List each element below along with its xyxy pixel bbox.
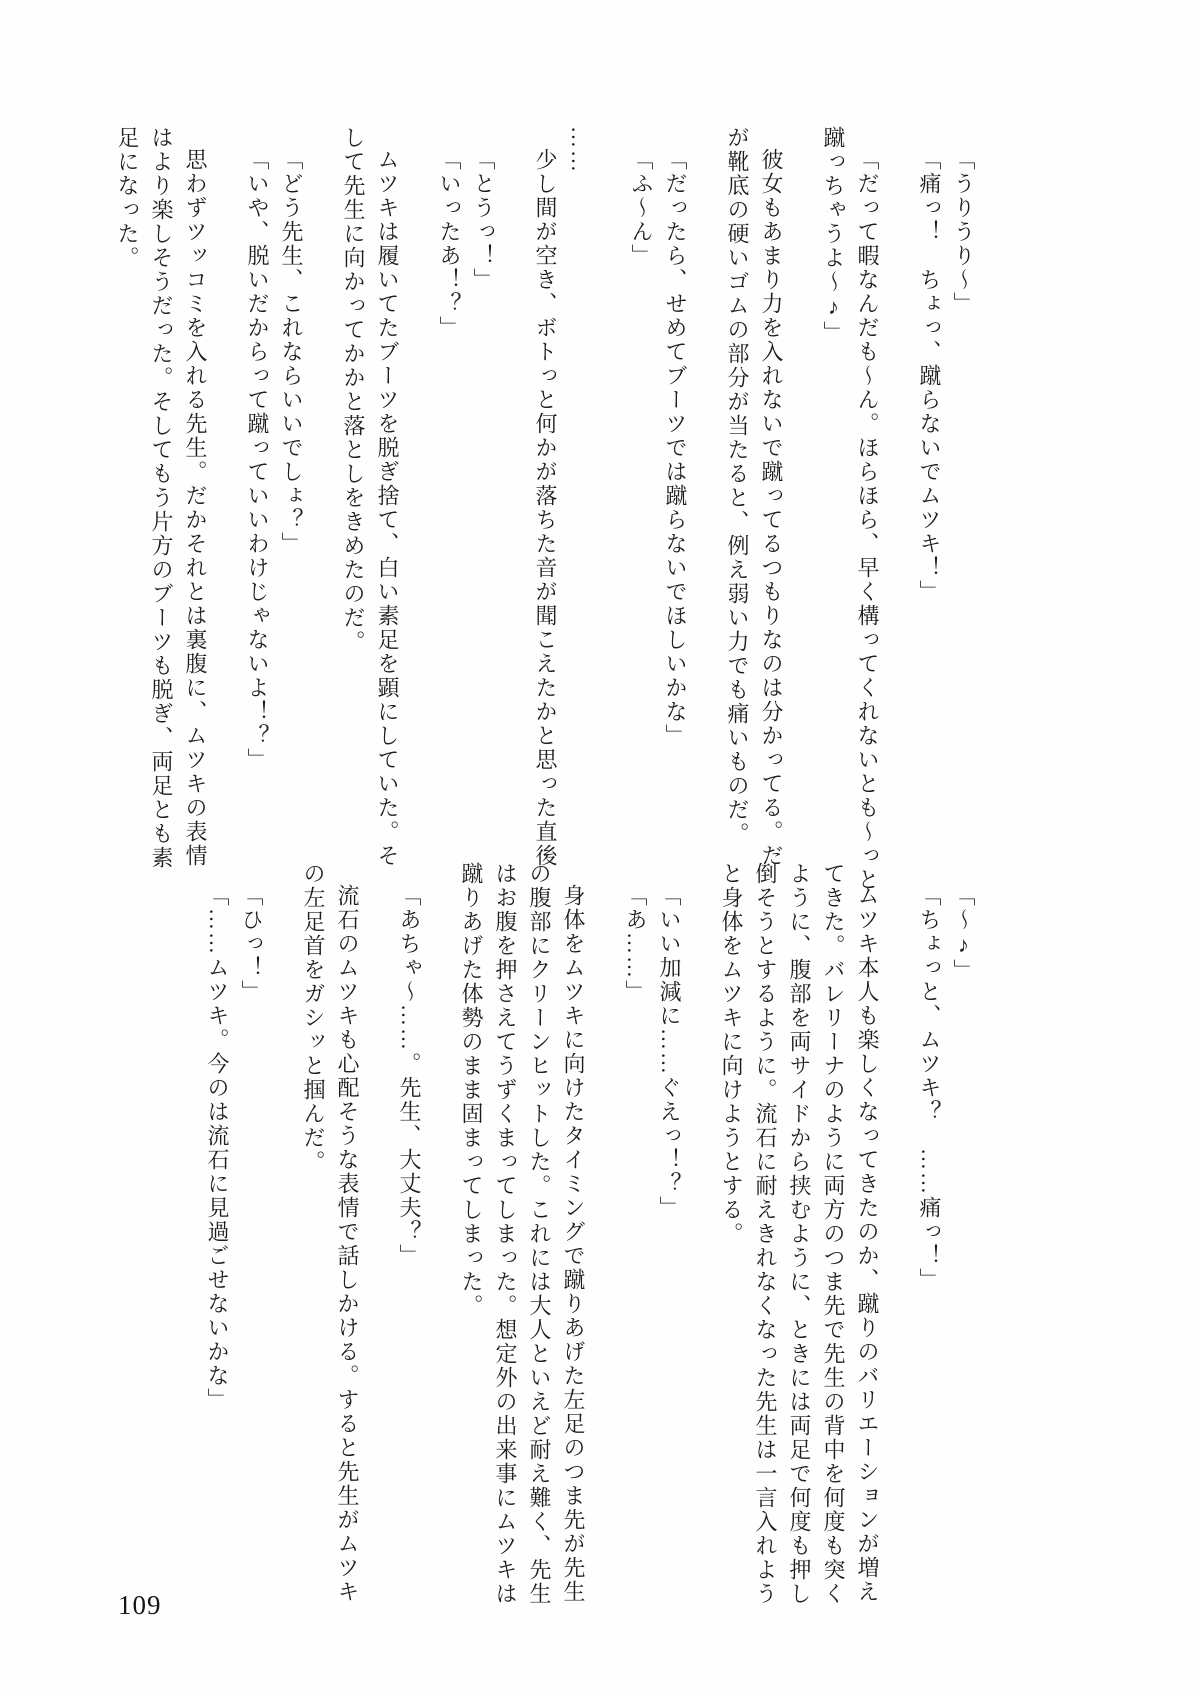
text-column: 「ちょっと、ムツキ？ ……痛っ！」 [917,884,942,1292]
text-column: 「いい加減に……ぐえっ！？」 [657,884,682,1220]
text-column: 「うりうり～」 [951,148,976,316]
text-column: 少し間が空き、ボトっと何かが落ちた音が聞こえたかと思った直後 [533,148,558,868]
text-column: ように、腹部を両サイドから挟むように、ときには両足で何度も押し [787,862,812,1606]
text-column: 倒そうとするように。流石に耐えきれなくなった先生は一言入れよう [753,862,778,1606]
text-column: ムツキ本人も楽しくなってきたのか、蹴りのバリエーションが増え [855,884,880,1604]
text-column: 「あちゃ～……。先生、大丈夫？」 [397,884,422,1268]
text-column: 彼女もあまり力を入れないで蹴ってるつもりなのは分かってる。だ [759,148,784,868]
text-column: はお腹を押さえてうずくまってしまった。想定外の出来事にムツキは [493,862,518,1606]
text-column: 流石のムツキも心配そうな表情で話しかける。すると先生がムツキ [335,884,360,1604]
paragraph-group [532,126,592,868]
text-column: 「だったら、せめてブーツでは蹴らないでほしいかな」 [663,148,688,748]
text-column: 蹴っちゃうよ～♪」 [821,126,846,345]
bottom-text-block [204,862,976,1606]
text-column: 「～♪」 [951,884,976,983]
paragraph-group [204,862,264,1562]
text-column: 「だって暇なんだも～ん。ほらほら、早く構ってくれないとも～っと [855,148,880,892]
top-text-block [114,126,976,892]
text-column: 思わずツッコミを入れる先生。だかそれとは裏腹に、ムツキの表情 [183,148,208,868]
text-column: と身体をムツキに向けようとする。 [719,862,744,1246]
text-column: 「どう先生、これならいいでしょ？」 [279,148,304,556]
text-column: はより楽しそうだった。そしてもう片方のブーツも脱ぎ、両足とも素 [149,126,174,870]
paragraph-group [396,862,422,1562]
text-column: 「ふ～ん」 [629,148,654,268]
text-column: が靴底の硬いゴムの部分が当たると、例え弱い力でも痛いものだ。 [725,126,750,846]
text-column: 「いったあ！？」 [437,148,462,340]
text-column: 「……ムツキ。今のは流石に見過ごせないかな」 [205,884,230,1412]
text-column: 足になった。 [115,126,140,270]
text-column: 「ひっ！」 [239,884,264,1004]
paragraph-group [114,126,208,870]
text-column: 「あ……」 [623,884,648,1004]
paragraph-group [436,126,496,826]
text-column: の左足首をガシッと掴んだ。 [301,862,326,1174]
paragraph-group [244,126,304,826]
paragraph-group [916,862,976,1562]
paragraph-group [340,126,400,868]
text-column: 蹴りあげた体勢のまま固まってしまった。 [459,862,484,1318]
paragraph-group [628,126,688,826]
text-column: …… [567,126,592,174]
text-column: の腹部にクリーンヒットした。これには大人といえど耐え難く、先生 [527,862,552,1606]
paragraph-group [916,126,976,826]
text-column: して先生に向かってかかと落としをきめたのだ。 [341,126,366,654]
paragraph-group [820,126,880,892]
page-number: 109 [118,1590,162,1620]
text-column: 「いや、脱いだからって蹴っていいわけじゃないよ！？」 [245,148,270,772]
paragraph-group [724,126,784,868]
text-column: 「とうっ！」 [471,148,496,292]
text-column: 「痛っ！ ちょっ、蹴らないでムツキ！」 [917,148,942,604]
text-column: てきた。バレリーナのように両方のつま先で先生の背中を何度も突く [821,862,846,1606]
paragraph-group [622,862,682,1562]
paragraph-group [458,862,586,1606]
text-column: ムツキは履いてたブーツを脱ぎ捨て、白い素足を顕にしていた。そ [375,148,400,868]
paragraph-group [718,862,880,1606]
text-column: 身体をムツキに向けたタイミングで蹴りあげた左足のつま先が先生 [561,884,586,1604]
paragraph-group [300,862,360,1604]
